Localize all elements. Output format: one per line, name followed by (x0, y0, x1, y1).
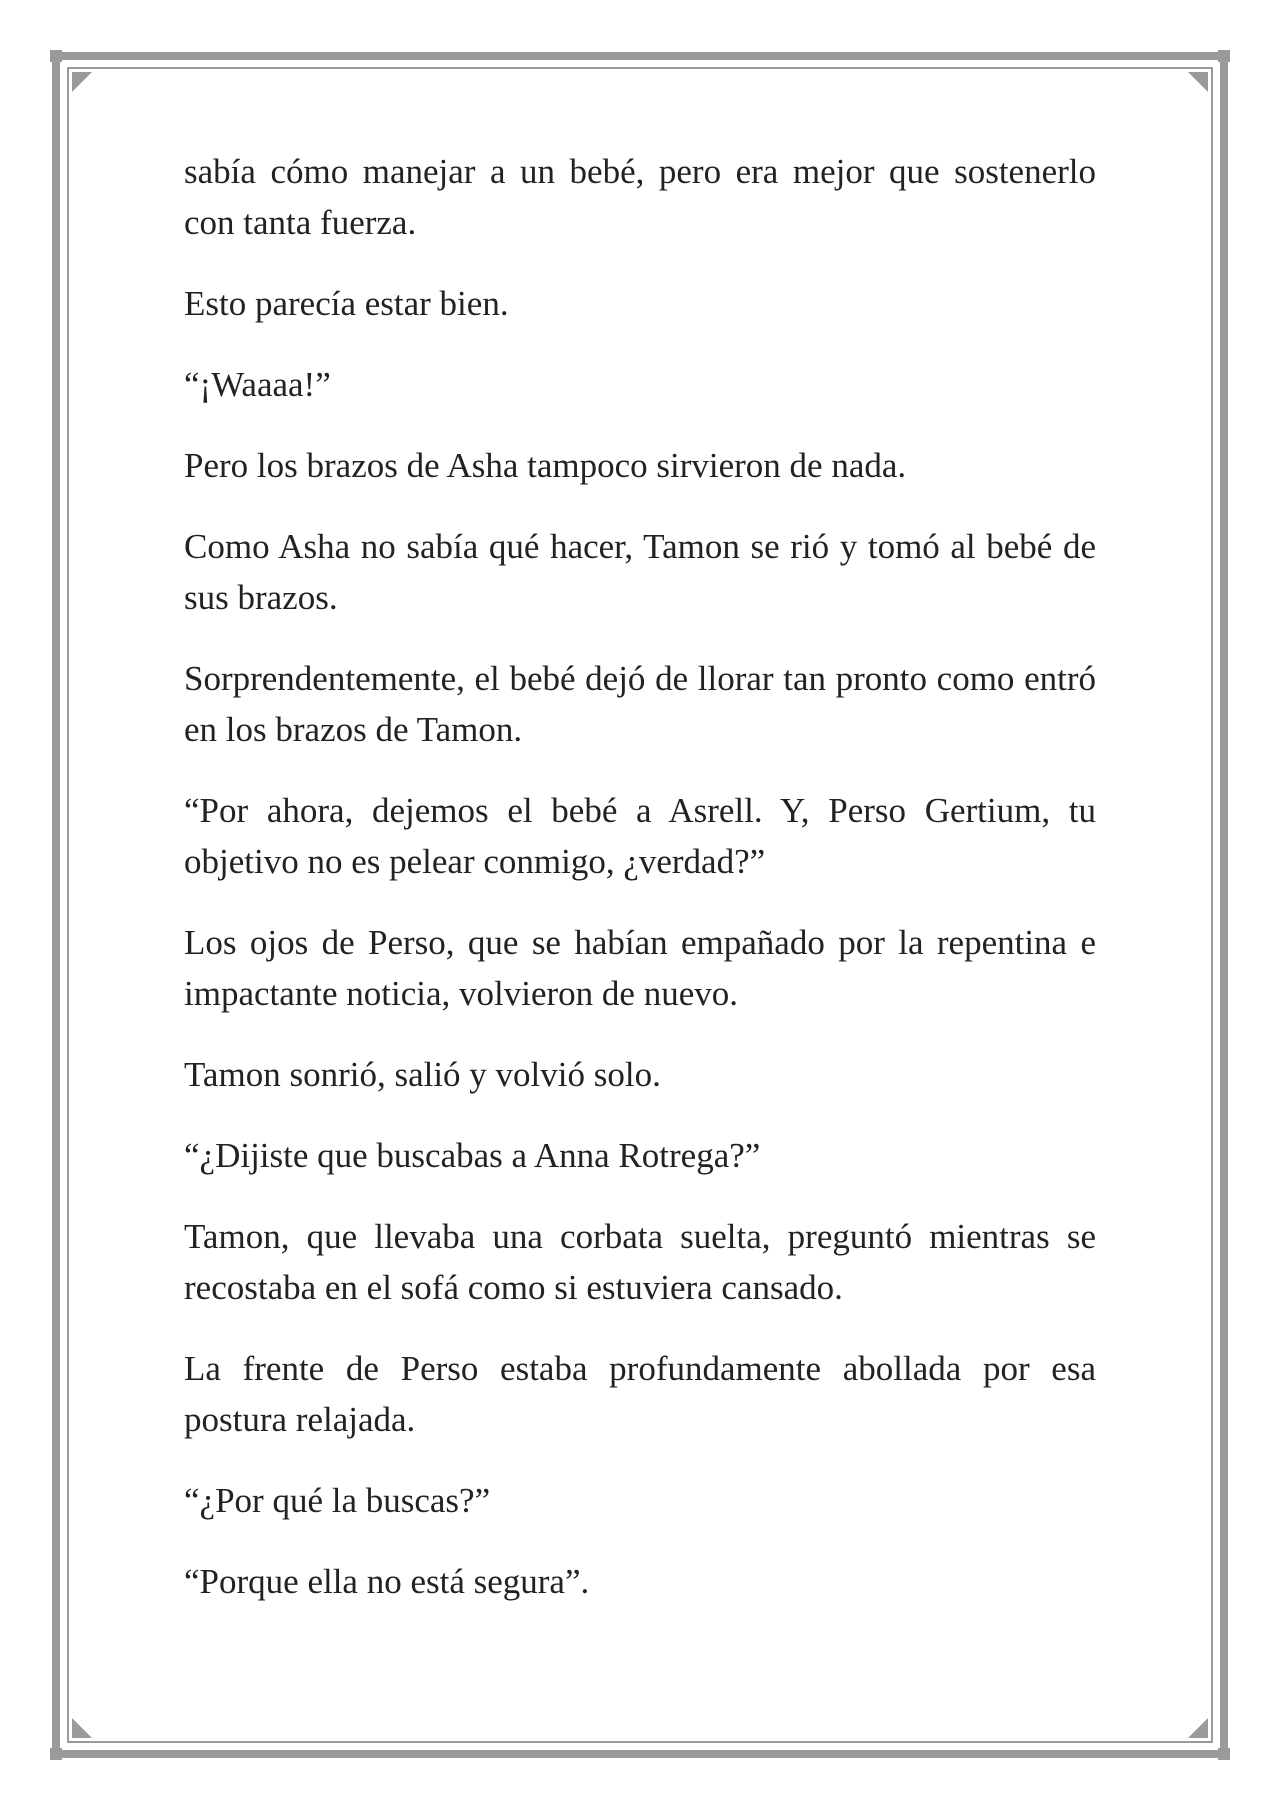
corner-triangle-top-right (1188, 72, 1208, 92)
paragraph: Pero los brazos de Asha tampoco sirvieron de nada. (184, 446, 907, 485)
corner-ornament-bottom-left (50, 1748, 62, 1760)
corner-triangle-top-left (72, 72, 92, 92)
paragraph: “¿Por qué la buscas?” (184, 1481, 491, 1520)
corner-ornament-bottom-right (1218, 1748, 1230, 1760)
corner-triangle-bottom-left (72, 1718, 92, 1738)
paragraph: Sorprendentemente, el bebé dejó de llorar tan pronto como entró en los brazos de Tamon. (184, 659, 1096, 749)
paragraph: Esto parecía estar bien. (184, 284, 509, 323)
paragraph: Como Asha no sabía qué hacer, Tamon se rió y tomó al bebé de sus brazos. (184, 527, 1096, 617)
paragraph: Tamon, que llevaba una corbata suelta, preguntó mientras se recostaba en el sofá como si estuviera cansado. (184, 1217, 1096, 1307)
paragraph: “Por ahora, dejemos el bebé a Asrell. Y, Perso Gertium, tu objetivo no es pelear conmigo, ¿verdad?” (184, 791, 1096, 881)
corner-ornament-top-right (1218, 50, 1230, 62)
corner-triangle-bottom-right (1188, 1718, 1208, 1738)
paragraph: “¿Dijiste que buscabas a Anna Rotrega?” (184, 1136, 761, 1175)
paragraph: “Porque ella no está segura”. (184, 1562, 590, 1601)
paragraph: Los ojos de Perso, que se habían empañado por la repentina e impactante noticia, volvieron de nuevo. (184, 923, 1096, 1013)
paragraph: Tamon sonrió, salió y volvió solo. (184, 1055, 661, 1094)
corner-ornament-top-left (50, 50, 62, 62)
paragraph: “¡Waaaa!” (184, 365, 331, 404)
paragraph: La frente de Perso estaba profundamente abollada por esa postura relajada. (184, 1349, 1096, 1439)
paragraph: sabía cómo manejar a un bebé, pero era mejor que sostenerlo con tanta fuerza. (184, 152, 1096, 242)
page-text (184, 146, 1096, 1607)
